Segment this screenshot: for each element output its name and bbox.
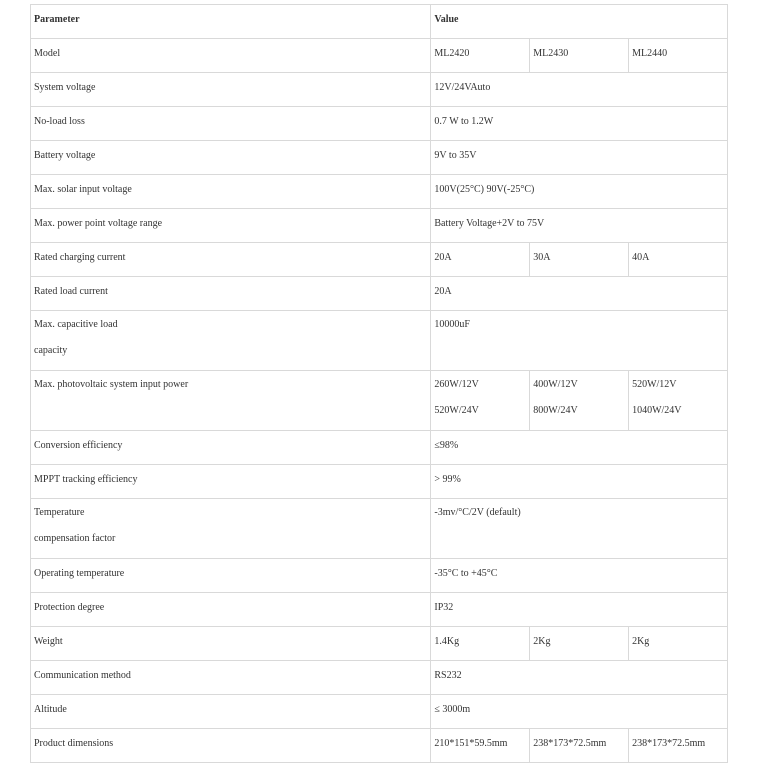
row-value: 520W/12V 1040W/24V [632,379,682,416]
table-row [31,243,728,277]
row-value-cell [629,371,728,431]
row-label-cell [31,107,431,141]
spec-table [30,4,728,763]
row-value-cell [431,141,728,175]
row-value-cell [530,371,629,431]
row-value-cell [629,729,728,763]
row-label: Weight [34,636,63,647]
table-row [31,209,728,243]
row-label-cell [31,209,431,243]
row-value: 100V(25°C) 90V(-25°C) [434,184,535,195]
row-value-cell [629,243,728,277]
row-value-cell [431,499,728,559]
row-label-cell [31,277,431,311]
row-label: No-load loss [34,116,85,127]
table-row [31,661,728,695]
row-label: System voltage [34,82,96,93]
spec-table-body [31,5,728,763]
row-value-cell [431,593,728,627]
row-value: RS232 [434,670,462,681]
header-parameter: Parameter [31,5,431,39]
row-value-cell [431,661,728,695]
row-value: ≤98% [434,440,459,451]
table-row [31,371,728,431]
row-value-cell [530,627,629,661]
row-label-cell [31,661,431,695]
table-header-row [31,5,728,39]
row-value: 210*151*59.5mm [434,738,508,749]
row-label-cell [31,141,431,175]
row-value: 30A [533,252,551,263]
table-row [31,141,728,175]
row-value-cell [431,175,728,209]
row-value-cell [431,729,530,763]
table-row [31,559,728,593]
row-value-cell [431,73,728,107]
row-label: Altitude [34,704,67,715]
row-value-cell [530,39,629,73]
row-value-cell [431,107,728,141]
row-value-cell [431,431,728,465]
row-value: 400W/12V 800W/24V [533,379,578,416]
row-value: 20A [434,252,452,263]
row-value: ML2420 [434,48,470,59]
row-value: -35°C to +45°C [434,568,498,579]
row-value-cell [431,465,728,499]
row-label-cell [31,499,431,559]
row-label: Max. photovoltaic system input power [34,379,189,390]
row-value: Battery Voltage+2V to 75V [434,218,545,229]
table-row [31,465,728,499]
row-value-cell [431,559,728,593]
row-value: 238*173*72.5mm [632,738,706,749]
row-label-cell [31,73,431,107]
row-label: Battery voltage [34,150,96,161]
row-value: 2Kg [632,636,650,647]
row-label: Model [34,48,61,59]
row-label-cell [31,559,431,593]
table-row [31,73,728,107]
row-label-cell [31,627,431,661]
row-value: IP32 [434,602,454,613]
row-value: ML2430 [533,48,569,59]
row-label: Max. solar input voltage [34,184,132,195]
row-label-cell [31,729,431,763]
row-value-cell [431,695,728,729]
table-row [31,277,728,311]
row-value: 238*173*72.5mm [533,738,607,749]
row-label: Product dimensions [34,738,114,749]
table-row [31,175,728,209]
row-label: Protection degree [34,602,105,613]
row-label: Operating temperature [34,568,125,579]
row-value: ML2440 [632,48,668,59]
row-value: 9V to 35V [434,150,477,161]
table-row [31,695,728,729]
row-label-cell [31,311,431,371]
row-value: 12V/24VAuto [434,82,491,93]
row-value: 2Kg [533,636,551,647]
row-value: 1.4Kg [434,636,460,647]
row-value: 260W/12V 520W/24V [434,379,479,416]
row-label-cell [31,431,431,465]
row-label: Rated charging current [34,252,126,263]
row-value-cell [431,627,530,661]
row-label-cell [31,175,431,209]
table-row [31,431,728,465]
table-row [31,311,728,371]
table-row [31,107,728,141]
row-label: Max. capacitive load capacity [34,319,118,356]
table-row [31,627,728,661]
row-label-cell [31,39,431,73]
row-label: Communication method [34,670,131,681]
row-label-cell [31,371,431,431]
table-row [31,593,728,627]
row-value: 10000uF [434,319,470,330]
table-row [31,499,728,559]
row-label: Max. power point voltage range [34,218,163,229]
row-value-cell [431,311,728,371]
row-value: > 99% [434,474,461,485]
row-value-cell [431,243,530,277]
row-value-cell [530,243,629,277]
row-value: ≤ 3000m [434,704,471,715]
row-label: MPPT tracking efficiency [34,474,138,485]
row-value: 0.7 W to 1.2W [434,116,494,127]
table-row [31,39,728,73]
row-label-cell [31,593,431,627]
row-value-cell [431,39,530,73]
row-label-cell [31,465,431,499]
row-label-cell [31,243,431,277]
row-value: 40A [632,252,650,263]
row-label: Conversion efficiency [34,440,123,451]
row-value-cell [629,39,728,73]
row-value-cell [431,209,728,243]
row-label: Temperature compensation factor [34,507,116,544]
row-label-cell [31,695,431,729]
row-label: Rated load current [34,286,108,297]
row-value-cell [431,277,728,311]
header-value: Value [431,5,728,39]
row-value-cell [629,627,728,661]
row-value: -3mv/°C/2V (default) [434,507,521,518]
row-value-cell [431,371,530,431]
row-value: 20A [434,286,452,297]
row-value-cell [530,729,629,763]
table-row [31,729,728,763]
